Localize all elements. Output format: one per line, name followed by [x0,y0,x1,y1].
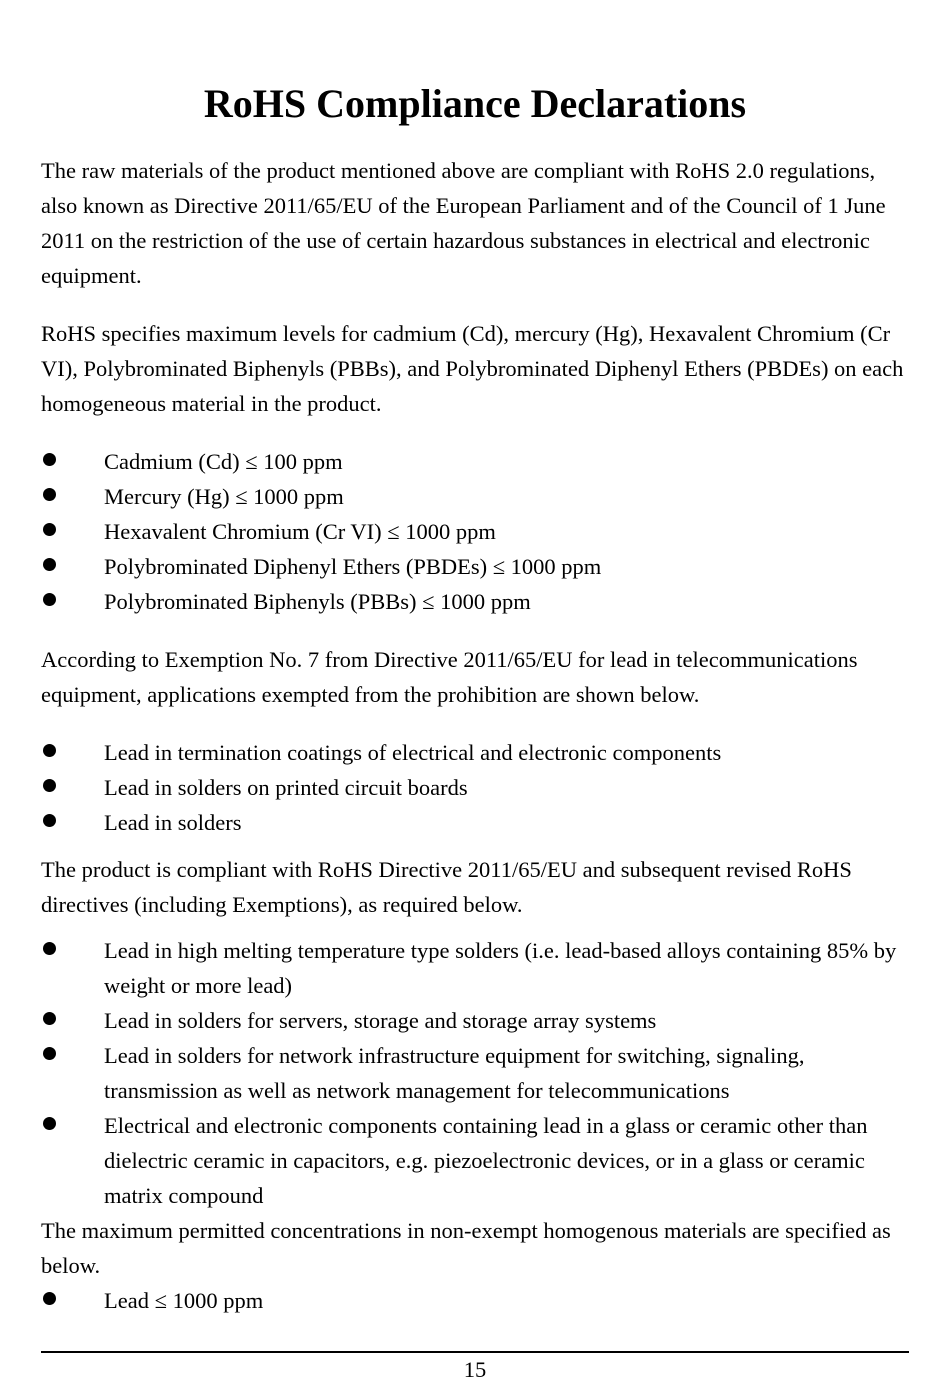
list-item: Lead in solders for servers, storage and storage array systems [41,1003,909,1038]
maximum-paragraph: The maximum permitted concentrations in non-exempt homogenous materials are specified as below. [41,1218,891,1278]
bullet-icon [43,488,56,501]
bullet-icon [43,1292,56,1305]
document-page [41,0,909,1382]
list-item: Polybrominated Biphenyls (PBBs) ≤ 1000 ppm [41,584,909,619]
required-exemptions-list [41,933,909,1213]
exemption-paragraph: According to Exemption No. 7 from Directive 2011/65/EU for lead in telecommunications equipment, applications exempted from the prohibition are shown below. [41,647,858,707]
list-item: Lead in solders [41,805,909,840]
list-item: Lead ≤ 1000 ppm [41,1283,909,1318]
page-title: RoHS Compliance Declarations [203,81,747,126]
compliant-paragraph: The product is compliant with RoHS Directive 2011/65/EU and subsequent revised RoHS directives (including Exemptions), as required below. [41,857,852,917]
list-item: Mercury (Hg) ≤ 1000 ppm [41,479,909,514]
bullet-icon [43,942,56,955]
max-concentrations-list [41,1283,909,1318]
substance-limits-list [41,444,909,619]
limits-paragraph: RoHS specifies maximum levels for cadmium (Cd), mercury (Hg), Hexavalent Chromium (Cr VI), Polybrominated Biphenyls (PBBs), and Polybrominated Diphenyl Ethers (PBDEs) on each homogeneous material in the product. [41,321,904,416]
footer-divider [41,1351,909,1353]
list-item: Lead in termination coatings of electrical and electronic components [41,735,909,770]
list-item: Lead in solders for network infrastructure equipment for switching, signaling, transmission as well as network management for telecommunications [41,1038,909,1108]
bullet-icon [43,814,56,827]
list-item: Cadmium (Cd) ≤ 100 ppm [41,444,909,479]
list-item: Electrical and electronic components containing lead in a glass or ceramic other than dielectric ceramic in capacitors, e.g. piezoelectronic devices, or in a glass or ceramic matrix compound [41,1108,909,1213]
bullet-icon [43,1117,56,1130]
list-item: Polybrominated Diphenyl Ethers (PBDEs) ≤ 1000 ppm [41,549,909,584]
bullet-icon [43,558,56,571]
list-item: Hexavalent Chromium (Cr VI) ≤ 1000 ppm [41,514,909,549]
intro-paragraph: The raw materials of the product mentioned above are compliant with RoHS 2.0 regulations, also known as Directive 2011/65/EU of the European Parliament and of the Council of 1 June 2011 on the restriction of the use of certain hazardous substances in electrical and electronic equipment. [41,158,886,288]
bullet-icon [43,593,56,606]
bullet-icon [43,523,56,536]
bullet-icon [43,779,56,792]
bullet-icon [43,1047,56,1060]
list-item: Lead in high melting temperature type solders (i.e. lead-based alloys containing 85% by weight or more lead) [41,933,909,1003]
bullet-icon [43,453,56,466]
document-body [41,153,909,1318]
bullet-icon [43,744,56,757]
list-item: Lead in solders on printed circuit boards [41,770,909,805]
exempted-applications-list [41,735,909,840]
page-number: 15 [463,1357,487,1382]
bullet-icon [43,1012,56,1025]
